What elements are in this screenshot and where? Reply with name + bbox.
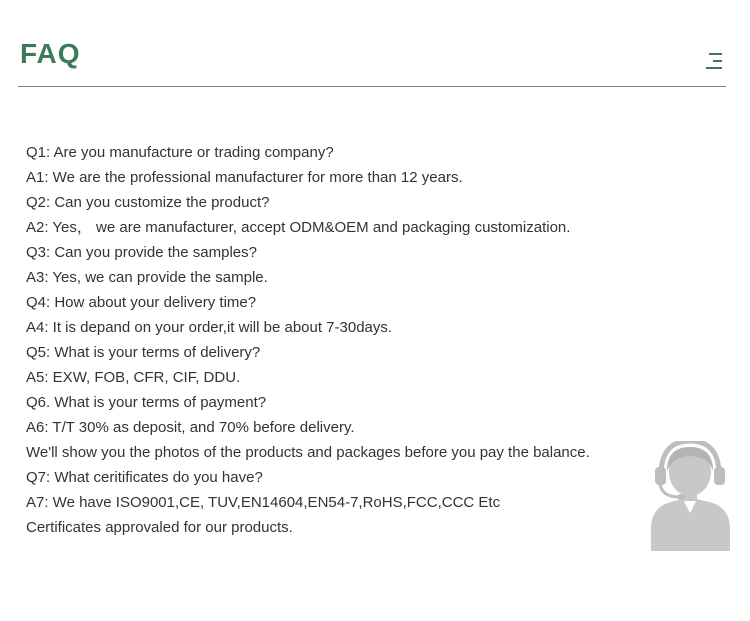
faq-line: Q6. What is your terms of payment? [26, 394, 267, 411]
faq-line: A6: T/T 30% as deposit, and 70% before delivery. [26, 419, 355, 436]
faq-line: A4: It is depand on your order,it will be about 7-30days. [26, 319, 393, 336]
faq-line: We'll show you the photos of the products and packages before you pay the balance. [26, 444, 590, 461]
faq-line: A7: We have ISO9001,CE, TUV,EN14604,EN54-7,RoHS,FCC,CCC Etc [26, 494, 501, 511]
menu-button[interactable] [706, 52, 725, 70]
faq-line: Q7: What ceritificates do you have? [26, 469, 263, 486]
faq-line: Q3: Can you provide the samples? [26, 244, 257, 261]
faq-line: Q5: What is your terms of delivery? [26, 344, 261, 361]
faq-list [26, 140, 590, 540]
faq-line: Q4: How about your delivery time? [26, 294, 257, 311]
customer-service-icon [649, 441, 732, 551]
faq-line: A5: EXW, FOB, CFR, CIF, DDU. [26, 369, 241, 386]
faq-line: Certificates approvaled for our products. [26, 519, 293, 536]
faq-line: A2: Yes， we are manufacturer, accept ODM&OEM and packaging customization. [26, 219, 571, 236]
customer-service-button[interactable] [649, 441, 732, 551]
page-header [18, 0, 726, 87]
menu-icon [706, 52, 725, 70]
page-title: FAQ [20, 38, 81, 69]
faq-line: A1: We are the professional manufacturer for more than 12 years. [26, 169, 463, 186]
faq-line: Q1: Are you manufacture or trading company? [26, 144, 334, 161]
faq-line: Q2: Can you customize the product? [26, 194, 270, 211]
faq-line: A3: Yes, we can provide the sample. [26, 269, 268, 286]
